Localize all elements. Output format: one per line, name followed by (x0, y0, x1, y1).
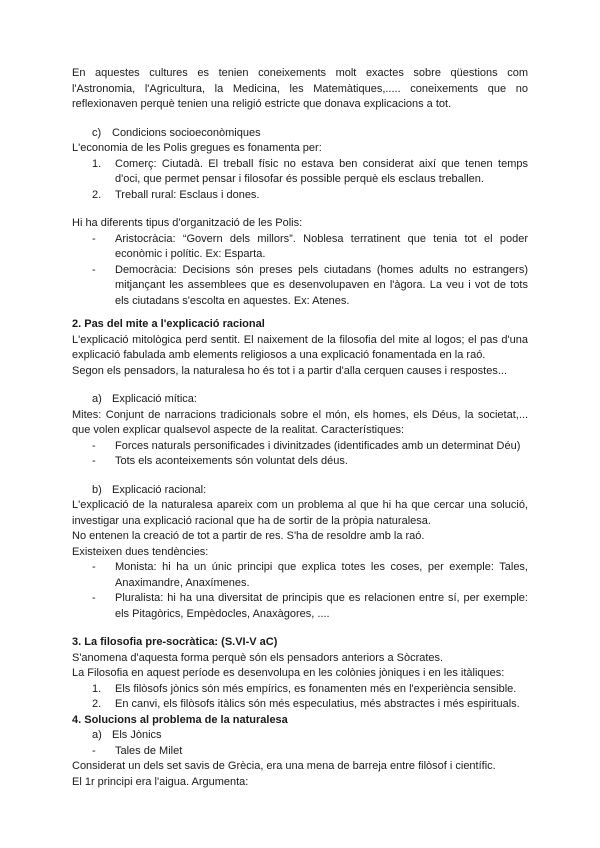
list-item: - Pluralista: hi ha una diversitat de principis que es relacionen entre sí, per exemple: els Pitagòrics, Empèdocles, Anaxàgores, .... (92, 592, 528, 620)
section-4-heading: 4. Solucions al problema de la naturalesa (72, 713, 288, 726)
subsection-c-heading: c) Condicions socioeconòmiques (92, 126, 261, 139)
subsection-ionians-heading: a) Els Jònics (92, 729, 162, 741)
section-4-paragraph: Considerat un dels set savis de Grècia, era una mena de barreja entre filòsof i científic. (72, 760, 496, 772)
list-item: 2. Treball rural: Esclaus i dones. (92, 188, 260, 201)
list-item: - Tots els aconteixements són voluntat dels déus. (92, 455, 348, 467)
document-page (72, 66, 528, 790)
section-3-heading: 3. La filosofia pre-socràtica: (S.VI-V aC) (72, 636, 278, 648)
myths-paragraph: Mites: Conjunt de narracions tradicionals sobre el món, els homes, els Déus, la societat,... que volen explicar qualsevol aspecte de la realitat. Característiques: (72, 408, 528, 436)
list-item: - Monista: hi ha un únic principi que explica totes les coses, per exemple: Tales, Anaximandre, Anaxímenes. (92, 561, 528, 589)
section-2-paragraph: L'explicació mitològica perd sentit. El naixement de la filosofia del mite al logos; el pas d'una explicació fabulada amb elements religiosos a una explicació fonamentada en la raó. (72, 333, 528, 361)
section-2-heading: 2. Pas del mite a l'explicació racional (72, 318, 265, 330)
polis-list (72, 232, 528, 310)
philosophers-list (72, 682, 528, 713)
list-item: - Aristocràcia: “Govern dels millors”. Noblesa terratinent que tenia tot el poder econòmic i polític. Ex: Esparta. (92, 232, 528, 260)
tendencies-list (72, 560, 528, 622)
subsection-b-heading: b) Explicació racional: (92, 483, 207, 496)
section-3-paragraph-2: La Filosofia en aquest període es desenvolupa en les colònies jòniques i en les itàliques: (72, 667, 505, 679)
intro-paragraph: En aquestes cultures es tenien coneixements molt exactes sobre qüestions com l'Astronomia, l'Agricultura, la Medicina, les Matemàtiques,..... coneixements que no reflexionaven perquè tenien una religió estricte que donava explicacions a tot. (72, 67, 528, 110)
economy-lead: L'economia de les Polis gregues es fonamenta per: (72, 142, 322, 154)
section-3-paragraph: S'anomena d'aquesta forma perquè són els pensadors anteriors a Sòcrates. (72, 651, 444, 664)
rational-paragraph-2: No entenen la creació de tot a partir de res. S'ha de resoldre amb la raó. (72, 530, 425, 542)
section-2-paragraph-2: Segon els pensadors, la naturalesa ho és tot i a partir d'alla cerquen causes i respostes... (72, 364, 508, 377)
list-item: 2. En canvi, els filòsofs itàlics són més especulatius, més abstractes i més espirituals. (92, 698, 520, 710)
rational-paragraph: L'explicació de la naturalesa apareix com un problema al que hi ha que cercar una solució, investigar una explicació racional que ha de sortir de la pròpia naturalesa. (72, 499, 528, 527)
subsection-a-heading: a) Explicació mítica: (92, 393, 197, 405)
economy-list (72, 157, 528, 204)
list-item: 1. Els filòsofs jònics són més empírics, es fonamenten més en l'experiència sensible. (92, 682, 517, 695)
list-item: 1. Comerç: Ciutadà. El treball físic no estava ben considerat així que tenen temps d'oci, que permet pensar i filosofar és possible perquè els esclaus treballen. (92, 157, 528, 185)
list-item: - Forces naturals personificades i divinitzades (identificades amb un determinat Déu) (92, 439, 521, 452)
list-item: - Tales de Milet (92, 744, 183, 757)
list-item: - Democràcia: Decisions són preses pels ciutadans (homes adults no estrangers) mitjançant les assemblees que es desenvolupaven en l'àgora. La veu i vot de tots els ciutadans s'escolta en aquestes. Ex: Atenes. (92, 263, 528, 307)
rational-paragraph-3: Existeixen dues tendències: (72, 545, 209, 558)
myths-list (72, 439, 528, 470)
polis-lead: Hi ha diferents tipus d'organització de les Polis: (72, 217, 303, 229)
section-4-paragraph-2: El 1r principi era l'aigua. Argumenta: (72, 775, 249, 788)
